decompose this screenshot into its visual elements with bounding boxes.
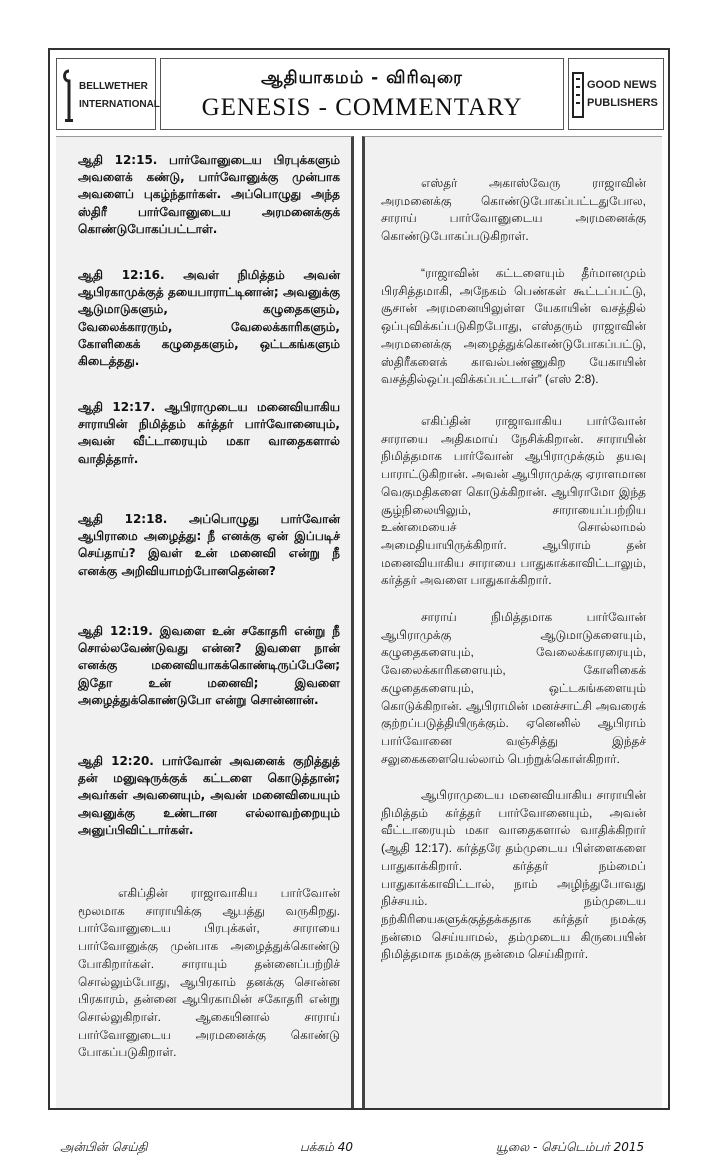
- page-header: [50, 50, 668, 136]
- right-column: [362, 136, 662, 1108]
- shepherd-icon: [57, 59, 155, 129]
- commentary-paragraph: எகிப்தின் ராஜாவாகிய பார்வோன் சாராயை அதிகமாய் நேசிக்கிறான். சாராயின் நிமித்தமாக பார்வோன் ஆபிராமுக்கும் தயவு பாராட்டுகிறான். அவன் ஆபிராமுக்கு ஏராளமான வெகுமதிகளை கொடுக்கிறான். ஆபிராமோ இந்த சூழ்நிலையிலும், சாராயைப்பற்றிய உண்மையைச் சொல்லாமல் அமைதியாயிருக்கிறார். ஆபிராம் தன் மனைவியாகிய சாராயை பாதுகாக்காவிட்டாலும், கர்த்தர் அவளை பாதுகாக்கிறார்.: [381, 414, 646, 588]
- good-news-logo: [568, 58, 664, 130]
- commentary-paragraph: எகிப்தின் ராஜாவாகிய பார்வோன் மூலமாக சாராயிக்கு ஆபத்து வருகிறது. பார்வோனுடைய பிரபுக்கள், சாராயை பார்வோனுக்கு முன்பாக அழைத்துக்கொண்டு போகிறார்கள். சாராயும் தன்னைப்பற்றிச் சொல்லும்போது, ஆபிரகாம் தனக்கு சொன்ன பிரகாரம், தன்னை ஆபிரகாமின் சகோதரி என்று சொல்லுகிறாள். ஆகையினால் சாராய் பார்வோனுடைய அரமனைக்கு கொண்டு போகப்படுகிறாள்.: [78, 886, 340, 1060]
- logo-right-line1: GOOD NEWS: [587, 79, 657, 91]
- title-box: [160, 58, 564, 130]
- page-title-english: GENESIS - COMMENTARY: [201, 94, 523, 121]
- page-frame: [48, 48, 670, 1110]
- footer-magazine-name: அன்பின் செய்தி: [60, 1140, 148, 1154]
- verse-12-18: ஆதி 12:18. அப்பொழுது பார்வோன் ஆபிராமை அழைத்து: நீ எனக்கு ஏன் இப்படிச் செய்தாய்? இவள் உன் மனைவி என்று நீ எனக்கு அறிவியாமற்போனதென்ன?: [78, 512, 340, 578]
- logo-left-line1: BELLWETHER: [79, 81, 148, 92]
- verse-12-19: ஆதி 12:19. இவளை உன் சகோதரி என்று நீ சொல்லவேண்டுவது என்ன? இவளை நான் எனக்கு மனைவியாகக்கொண்டிருப்பேனே; இதோ உன் மனைவி; இவளை அழைத்துக்கொண்டுபோ என்று சொன்னான்.: [78, 624, 340, 707]
- footer-issue-date: யூலை - செப்டெம்பர் 2015: [496, 1140, 645, 1154]
- verse-12-15: ஆதி 12:15. பார்வோனுடைய பிரபுக்களும் அவளைக் கண்டு, பார்வோனுக்கு முன்பாக அவளைப் புகழ்ந்தார்கள். அப்பொழுது அந்த ஸ்திரீ பார்வோனுடைய அரமனைக்குக் கொண்டுபோகப்பட்டாள்.: [78, 153, 340, 236]
- verse-12-17: ஆதி 12:17. ஆபிராமுடைய மனைவியாகிய சாராயின் நிமித்தம் கர்த்தர் பார்வோனையும், அவன் வீட்டாரையும் மகா வாதைகளால் வாதித்தார்.: [78, 400, 340, 466]
- commentary-paragraph: ஆபிராமுடைய மனைவியாகிய சாராயின் நிமித்தம் கர்த்தர் பார்வோனையும், அவன் வீட்டாரையும் மகா வாதைகளால் வாதிக்கிறார் (ஆதி 12:17). கர்த்தரே தம்முடைய பிள்ளைகளை பாதுகாக்கிறார். கர்த்தர் நம்மைப் பாதுகாக்காவிட்டால், நாம் அழிந்துபோவது நிச்சயம். நம்முடைய நற்கிரியைகளுக்குத்தக்கதாக கர்த்தர் நமக்கு நன்மை செய்யாமல், தம்முடைய கிருபையின் நிமித்தமாக நமக்கு நன்மை செய்கிறார்.: [381, 788, 646, 962]
- verse-12-20: ஆதி 12:20. பார்வோன் அவனைக் குறித்துத் தன் மனுஷருக்குக் கட்டளை கொடுத்தான்; அவர்கள் அவனையும், அவன் மனைவியையும் அவனுக்கு உண்டான எல்லாவற்றையும் அனுப்பிவிட்டார்கள்.: [78, 754, 340, 837]
- logo-left-line2: INTERNATIONAL: [79, 99, 160, 110]
- commentary-paragraph: எஸ்தர் அகாஸ்வேரு ராஜாவின் அரமனைக்கு கொண்டுபோகப்பட்டதுபோல, சாராய் பார்வோனுடைய அரமனைக்கு கொண்டுபோகப்படுகிறாள்.: [381, 176, 646, 244]
- logo-right-line2: PUBLISHERS: [587, 97, 658, 109]
- page-title-tamil: ஆதியாகமம் - விரிவுரை: [261, 68, 463, 88]
- esther-quote: “ராஜாவின் கட்டளையும் தீர்மானமும் பிரசித்தமாகி, அநேகம் பெண்கள் கூட்டப்பட்டு, சூசான் அரமனையிலுள்ள யேகாயின் வசத்தில் ஒப்புவிக்கப்படுகிறபோது, எஸ்தரும் ராஜாவின் அரமனைக்கு அழைத்துக்கொண்டுபோகப்பட்டு, ஸ்திரீகளைக் காவல்பண்ணுகிற யேகாயின் வசத்தில்ஒப்புவிக்கப்பட்டாள்” (எஸ் 2:8).: [381, 266, 646, 387]
- commentary-paragraph: சாராய் நிமித்தமாக பார்வோன் ஆபிராமுக்கு ஆடுமாடுகளையும், கழுதைகளையும், வேலைக்காரரையும், வேலைக்காரிகளையும், கோளிகைக் கழுதைகளையும், ஒட்டகங்களையும் கொடுக்கிறான். ஆபிராமின் மனச்சாட்சி அவரைக் குற்றப்படுத்தியிருக்கும். ஏனெனில் ஆபிராம் பார்வோனை வஞ்சித்து இந்தச் சலுகைகளையெல்லாம் பெற்றுக்கொள்கிறார்.: [381, 610, 646, 766]
- bellwether-logo: [56, 58, 160, 130]
- footer-page-number: பக்கம் 40: [300, 1140, 354, 1154]
- left-column: [56, 136, 354, 1108]
- scroll-icon: [569, 59, 663, 129]
- verse-12-16: ஆதி 12:16. அவள் நிமித்தம் அவன் ஆபிரகாமுக்குத் தயைபாராட்டினான்; அவனுக்கு ஆடுமாடுகளும், கழுதைகளும், வேலைக்காரரும், வேலைக்காரிகளும், கோளிகைக் கழுதைகளும், ஒட்டகங்களும் கிடைத்தது.: [78, 268, 340, 369]
